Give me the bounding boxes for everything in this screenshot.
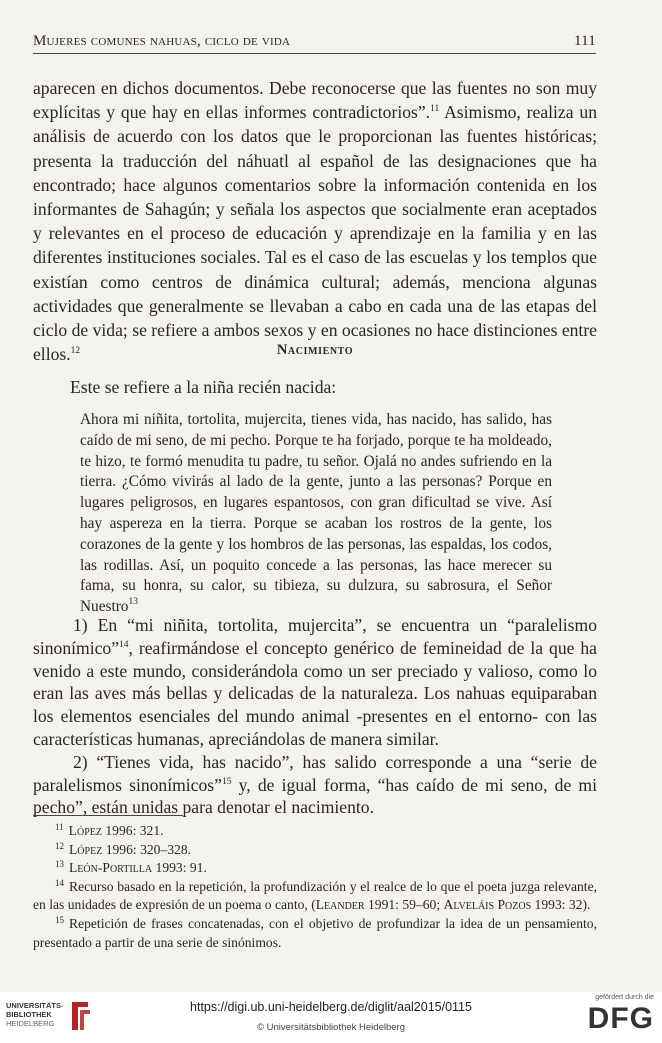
footnote-item: $^{12}$ López 1996: 320–328. (55, 840, 192, 857)
section-intro: Este se refiere a la niña recién nacida: (70, 377, 337, 397)
footnotes (33, 822, 597, 952)
library-logo[interactable]: UNIVERSITÄTS- BIBLIOTHEK HEIDELBERG (6, 998, 96, 1036)
body-text-part: Asimismo, realiza un análisis de acuerdo con los datos que le proporcionan las fuentes históricas; presenta la traducción del náhuatl al español de las designaciones que ha encontrado; hace algunos comentarios sobre la información contenida en los informantes de Sahagún; y señala los aspectos que socialmente eran aceptados y relevantes en el proceso de educación y aprendizaje en la familia y en las diferentes instituciones sociales. Tal es el caso de las escuelas y los templos que existían como centros de dinámica cultural; además, menciona algunas actividades que generalmente se llevaban a cabo en cada una de las etapas del ciclo de vida; se refiere a ambos sexos y en ocasiones no hace distinciones entre ellos. (33, 102, 597, 365)
dfg-logo: gefördert durch die DFG (587, 994, 654, 1035)
footnote-ref[interactable]: 13 (128, 597, 138, 608)
footnote-ref[interactable]: 11 (430, 104, 440, 115)
footnote-ref[interactable]: 12 (70, 346, 81, 357)
analysis-paragraph-1: 1) En “mi niñita, tortolita, mujercita”, se encuentra un “paralelismo sinonímico”$^{14}$, reafirmándose el concepto genérico de femineidad de la que ha venido a este mundo, considerándola como un ser preciado y valioso, como lo eran las aves más bellas y delicadas de la naturaleza. Los nahuas equiparaban los elementos esenciales del mundo animal -presentes en el entorno- con las características humanas, apreciándolas de manera similar. (33, 615, 597, 749)
page-number: 111 (574, 33, 596, 49)
footnote-item: $^{15}$ Repetición de frases concatenadas, con el objetivo de profundizar la idea de un pensamiento, presentado a partir de una serie de sinónimos. (33, 914, 597, 950)
quote-text: Ahora mi niñita, tortolita, mujercita, tienes vida, has nacido, has salido, has caído de mi seno, de mi pecho. Porque te ha forjado, porque te ha moldeado, te hizo, te formó menudita tu padre, tu señor. Ojalá no andes sufriendo en la tierra. ¿Cómo vivirás al lado de la gente, junto a las personas? Porque en lugares peligrosos, en lugares espantosos, con gran dificultad se vive. Así hay aspereza en la tierra. Porque se acaban los rostros de la gente, los corazones de la gente y los hombros de las personas, las espaldas, los codos, las rodillas. Así, un poquito concede a las personas, las hace merecer su fama, su honra, su calor, su tibieza, su dulzura, su sabrosura, el Señor Nuestro (80, 411, 552, 616)
footnote-item: $^{14}$ Recurso basado en la repetición, la profundización y el realce de lo que el poeta juzga relevante, en las unidades de expresión de un poema o canto, (Leander 1991: 59–60; Alveláis Pozos 1993: 32). (33, 877, 597, 913)
body-paragraph (33, 76, 597, 366)
running-title: Mujeres comunes nahuas, ciclo de vida (33, 33, 291, 49)
viewer-footer (0, 992, 662, 1043)
section-heading: Nacimiento (276, 342, 354, 358)
analysis-paragraph-2: 2) “Tienes vida, has nacido”, has salido corresponde a una “serie de paralelismos sinonímicos”$^{15}$ y, de igual forma, “has caído de mi seno, de mi pecho”, están unidas para denotar el nacimiento. (33, 751, 597, 818)
footnote-ref[interactable]: 15 (221, 776, 232, 787)
footnote-divider (33, 815, 183, 816)
body-text-part: aparecen en dichos documentos. Debe reconocerse que las fuentes no son muy explícitas y que hay en ellas informes contradictorios”. (33, 78, 597, 123)
running-header (33, 31, 596, 54)
permalink-url[interactable]: https://digi.ub.uni-heidelberg.de/diglit/aal2015/0115 (190, 1000, 472, 1014)
block-quote (80, 410, 552, 618)
footnote-item: $^{13}$ León-Portilla 1993: 91. (55, 859, 207, 876)
footnote-ref[interactable]: 14 (119, 639, 129, 650)
analysis-text (33, 614, 597, 819)
copyright-notice: © Universitätsbibliothek Heidelberg (257, 1022, 405, 1033)
footnote-item: $^{11}$ López 1996: 321. (55, 822, 164, 838)
